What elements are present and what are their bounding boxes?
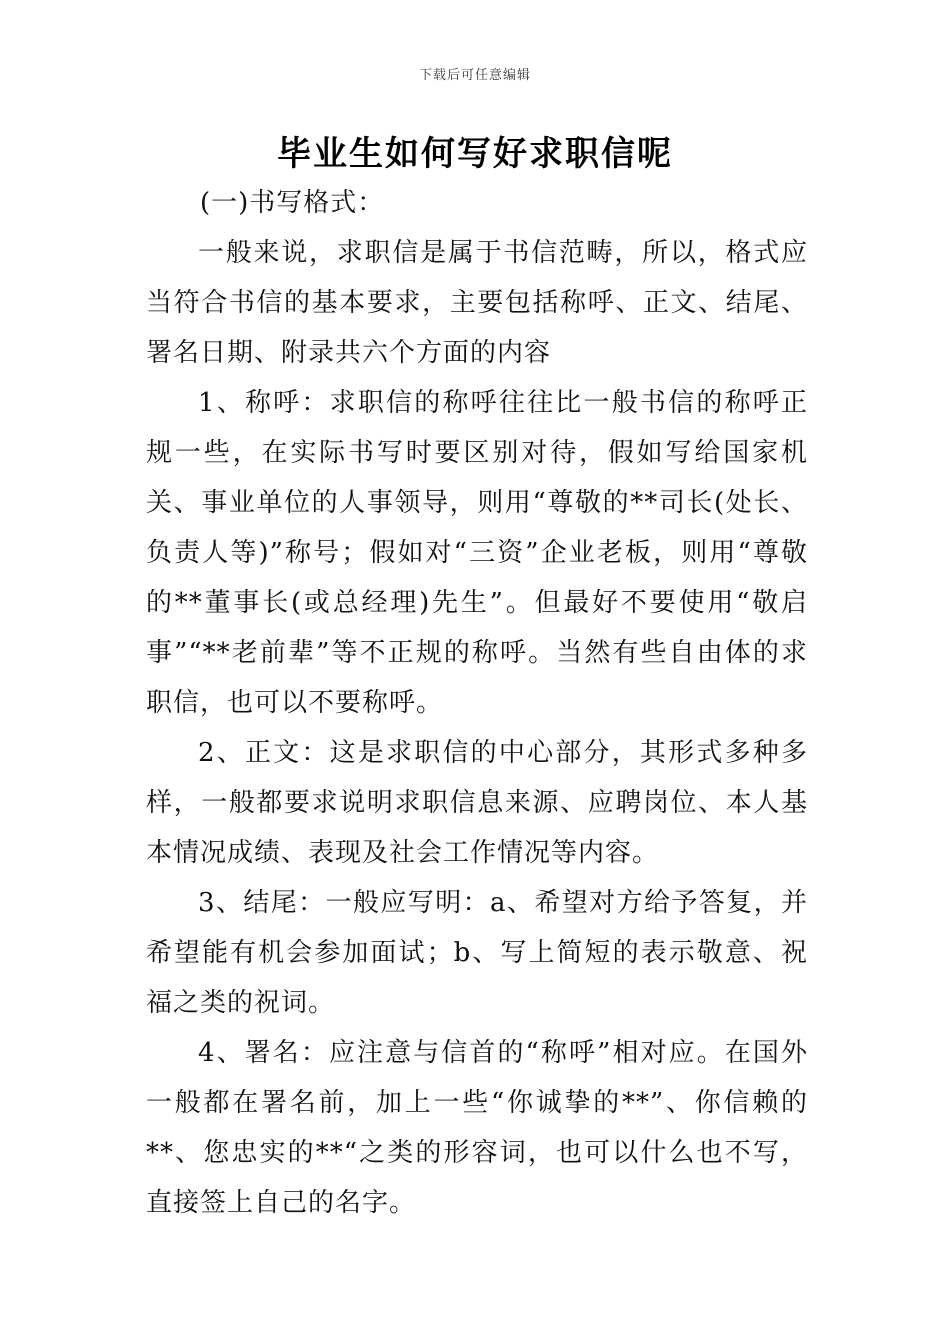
- paragraph-intro: 一般来说，求职信是属于书信范畴，所以，格式应当符合书信的基本要求，主要包括称呼、正文、结尾、署名日期、附录共六个方面的内容: [146, 238, 808, 368]
- paragraph-main-body: 2、正文：这是求职信的中心部分，其形式多种多样，一般都要求说明求职信息来源、应聘岗位、本人基本情况成绩、表现及社会工作情况等内容。: [146, 738, 808, 868]
- paragraph-signature: 4、署名：应注意与信首的“称呼”相对应。在国外一般都在署名前，加上一些“你诚挚的**”、你信赖的**、您忠实的**“之类的形容词，也可以什么也不写，直接签上自己的名字。: [146, 1038, 808, 1218]
- section-heading: (一)书写格式：: [200, 188, 385, 218]
- paragraph-salutation: 1、称呼：求职信的称呼往往比一般书信的称呼正规一些，在实际书写时要区别对待，假如写给国家机关、事业单位的人事领导，则用“尊敬的**司长(处长、负责人等)”称号；假如对“三资”企业老板，则用“尊敬的**董事长(或总经理)先生”。但最好不要使用“敬启事”“**老前辈”等不正规的称呼。当然有些自由体的求职信，也可以不要称呼。: [146, 388, 808, 718]
- document-title: 毕业生如何写好求职信呢: [277, 134, 673, 174]
- header-note: 下载后可任意编辑: [418, 68, 531, 83]
- paragraph-closing: 3、结尾：一般应写明：a、希望对方给予答复，并希望能有机会参加面试；b、写上简短的表示敬意、祝福之类的祝词。: [146, 888, 808, 1018]
- document-body: [146, 178, 808, 1228]
